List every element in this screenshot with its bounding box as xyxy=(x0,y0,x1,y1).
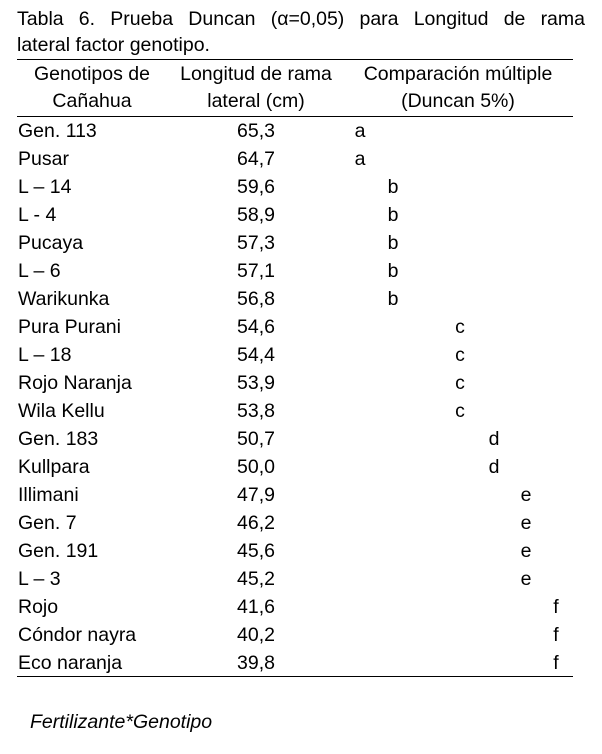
cell-grupo: e xyxy=(520,484,532,506)
cell-valor: 39,8 xyxy=(237,652,275,674)
cell-grupo: e xyxy=(520,568,532,590)
table-row xyxy=(0,397,602,425)
cell-valor: 53,9 xyxy=(237,372,275,394)
cell-valor: 40,2 xyxy=(237,624,275,646)
header-comparison-line-1: Comparación múltiple xyxy=(363,63,553,85)
cell-valor: 45,2 xyxy=(237,568,275,590)
table-caption xyxy=(17,6,585,58)
table-row xyxy=(0,173,602,201)
cell-grupo: d xyxy=(488,428,500,450)
header-length xyxy=(170,61,342,115)
cell-grupo: f xyxy=(553,596,559,618)
cell-grupo: b xyxy=(387,204,399,226)
cell-valor: 54,6 xyxy=(237,316,275,338)
cell-valor: 56,8 xyxy=(237,288,275,310)
cell-valor: 59,6 xyxy=(237,176,275,198)
cell-valor: 45,6 xyxy=(237,540,275,562)
cell-genotipo: Gen. 191 xyxy=(18,540,99,562)
table-top-rule xyxy=(17,59,573,60)
cell-grupo: f xyxy=(553,652,559,674)
cell-grupo: a xyxy=(354,148,366,170)
cell-genotipo: Gen. 113 xyxy=(18,120,97,142)
cell-genotipo: Eco naranja xyxy=(18,652,123,674)
table-row xyxy=(0,621,602,649)
cell-genotipo: Pucaya xyxy=(18,232,84,254)
table-row xyxy=(0,593,602,621)
table-row xyxy=(0,369,602,397)
cell-valor: 65,3 xyxy=(237,120,275,142)
cell-grupo: b xyxy=(387,232,399,254)
cell-genotipo: Pura Purani xyxy=(18,316,121,338)
cell-valor: 57,1 xyxy=(237,260,275,282)
cell-genotipo: L – 3 xyxy=(18,568,61,590)
table-row xyxy=(0,117,602,145)
cell-valor: 41,6 xyxy=(237,596,275,618)
header-comparison xyxy=(350,61,566,115)
table-row xyxy=(0,285,602,313)
header-genotype-line-1: Genotipos de xyxy=(33,63,150,85)
table-row xyxy=(0,201,602,229)
caption-line-1: Tabla 6. Prueba Duncan (α=0,05) para Longitud de rama xyxy=(17,8,585,30)
cell-grupo: b xyxy=(387,288,399,310)
cell-valor: 47,9 xyxy=(237,484,275,506)
cell-valor: 53,8 xyxy=(237,400,275,422)
table-row xyxy=(0,649,602,677)
table-row xyxy=(0,453,602,481)
table-row xyxy=(0,481,602,509)
table-bottom-rule xyxy=(17,676,573,677)
cell-genotipo: Cóndor nayra xyxy=(18,624,137,646)
cell-valor: 54,4 xyxy=(237,344,275,366)
cell-genotipo: Warikunka xyxy=(18,288,110,310)
cell-grupo: f xyxy=(553,624,559,646)
table-row xyxy=(0,341,602,369)
cell-grupo: c xyxy=(455,316,465,338)
header-length-line-2: lateral (cm) xyxy=(207,90,305,112)
cell-genotipo: L – 18 xyxy=(18,344,72,366)
table-row xyxy=(0,313,602,341)
cell-valor: 50,7 xyxy=(237,428,275,450)
header-genotype-line-2: Cañahua xyxy=(52,90,132,112)
table-row xyxy=(0,537,602,565)
cell-genotipo: L – 14 xyxy=(18,176,72,198)
cell-genotipo: L – 6 xyxy=(18,260,61,282)
cell-genotipo: L - 4 xyxy=(18,204,57,226)
table-row xyxy=(0,229,602,257)
cell-grupo: b xyxy=(387,260,399,282)
cell-genotipo: Wila Kellu xyxy=(18,400,105,422)
footer-note: Fertilizante*Genotipo xyxy=(30,711,213,733)
cell-valor: 58,9 xyxy=(237,204,275,226)
cell-genotipo: Rojo xyxy=(18,596,59,618)
cell-grupo: c xyxy=(455,344,465,366)
cell-valor: 50,0 xyxy=(237,456,275,478)
cell-valor: 57,3 xyxy=(237,232,275,254)
cell-valor: 46,2 xyxy=(237,512,275,534)
table-row xyxy=(0,425,602,453)
cell-grupo: c xyxy=(455,400,465,422)
cell-genotipo: Kullpara xyxy=(18,456,90,478)
cell-genotipo: Illimani xyxy=(18,484,79,506)
table-row xyxy=(0,509,602,537)
cell-grupo: b xyxy=(387,176,399,198)
table-row xyxy=(0,565,602,593)
caption-line-2: lateral factor genotipo. xyxy=(17,34,210,56)
header-length-line-1: Longitud de rama xyxy=(180,63,332,85)
cell-grupo: a xyxy=(354,120,366,142)
table-row xyxy=(0,257,602,285)
header-comparison-line-2: (Duncan 5%) xyxy=(401,90,515,112)
cell-grupo: e xyxy=(520,512,532,534)
cell-genotipo: Rojo Naranja xyxy=(18,372,132,394)
cell-grupo: e xyxy=(520,540,532,562)
cell-genotipo: Pusar xyxy=(18,148,69,170)
cell-genotipo: Gen. 183 xyxy=(18,428,99,450)
header-genotype xyxy=(22,61,162,115)
cell-grupo: d xyxy=(488,456,500,478)
cell-genotipo: Gen. 7 xyxy=(18,512,77,534)
cell-grupo: c xyxy=(455,372,465,394)
cell-valor: 64,7 xyxy=(237,148,275,170)
table-row xyxy=(0,145,602,173)
